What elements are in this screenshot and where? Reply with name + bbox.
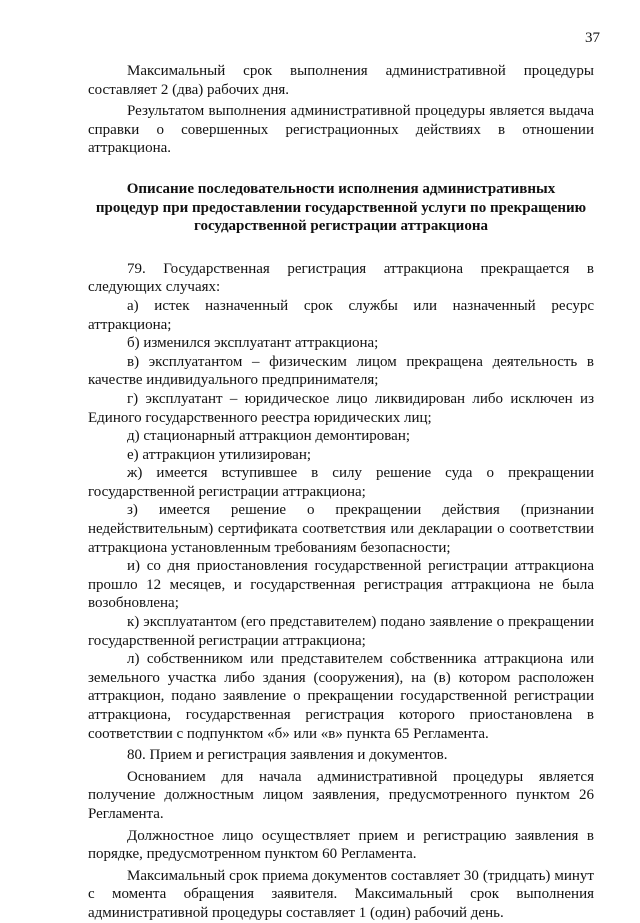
item-80-paragraph-2: Должностное лицо осуществляет прием и регистрацию заявления в порядке, предусмотренном пунктом 60 Регламента. <box>88 827 594 863</box>
document-body <box>88 62 594 923</box>
item-79-case-z: з) имеется решение о прекращении действия (признании недействительным) сертификата соответствия или декларации о соответствии аттракциона установленным требованиям безопасности; <box>88 502 594 556</box>
item-79-case-g: г) эксплуатант – юридическое лицо ликвидирован либо исключен из Единого государственного реестра юридических лиц; <box>88 390 594 426</box>
item-79-case-e: е) аттракцион утилизирован; <box>127 446 312 463</box>
section-heading-line-2: процедур при предоставлении государственной услуги по прекращению <box>95 199 587 216</box>
intro-paragraph-1: Максимальный срок выполнения административной процедуры составляет 2 (два) рабочих дня. <box>88 63 594 98</box>
item-79-case-k: к) эксплуатантом (его представителем) подано заявление о прекращении государственной регистрации аттракциона; <box>88 614 594 649</box>
page-number: 37 <box>585 30 600 46</box>
item-79-case-a: а) истек назначенный срок службы или назначенный ресурс аттракциона; <box>88 297 594 333</box>
item-79-intro: 79. Государственная регистрация аттракциона прекращается в следующих случаях: <box>88 260 594 296</box>
item-80-intro: 80. Прием и регистрация заявления и документов. <box>127 747 448 764</box>
item-80-paragraph-1: Основанием для начала административной процедуры является получение должностным лицом заявления, предусмотренного пунктом 26 Регламента. <box>88 768 594 822</box>
intro-paragraph-2: Результатом выполнения административной процедуры является выдача справки о совершенных регистрационных действиях в отношении аттракциона. <box>88 103 594 157</box>
item-79-case-zh: ж) имеется вступившее в силу решение суда о прекращении государственной регистрации аттракциона; <box>88 465 594 500</box>
item-80-paragraph-3: Максимальный срок приема документов составляет 30 (тридцать) минут с момента обращения заявителя. Максимальный срок выполнения административной процедуры составляет 1 (один) рабочий день. <box>88 867 594 921</box>
item-79-case-d: д) стационарный аттракцион демонтирован; <box>127 428 411 445</box>
section-heading-line-1: Описание последовательности исполнения административных <box>126 180 556 197</box>
section-heading-line-3: государственной регистрации аттракциона <box>194 218 488 235</box>
item-79-case-b: б) изменился эксплуатант аттракциона; <box>127 335 379 352</box>
item-79-case-v: в) эксплуатантом – физическим лицом прекращена деятельность в качестве индивидуального предпринимателя; <box>88 353 594 389</box>
item-79-case-i: и) со дня приостановления государственной регистрации аттракциона прошло 12 месяцев, и государственная регистрация аттракциона не была возобновлена; <box>88 558 594 612</box>
item-79-case-l: л) собственником или представителем собственника аттракциона или земельного участка либо здания (сооружения), на (в) котором расположен аттракцион, подано заявление о прекращении государственной регистрации аттракциона, государственная регистрация которого приостановлена в соответствии с подпунктом «б» или «в» пункта 65 Регламента. <box>88 651 594 742</box>
section-heading <box>88 180 594 236</box>
